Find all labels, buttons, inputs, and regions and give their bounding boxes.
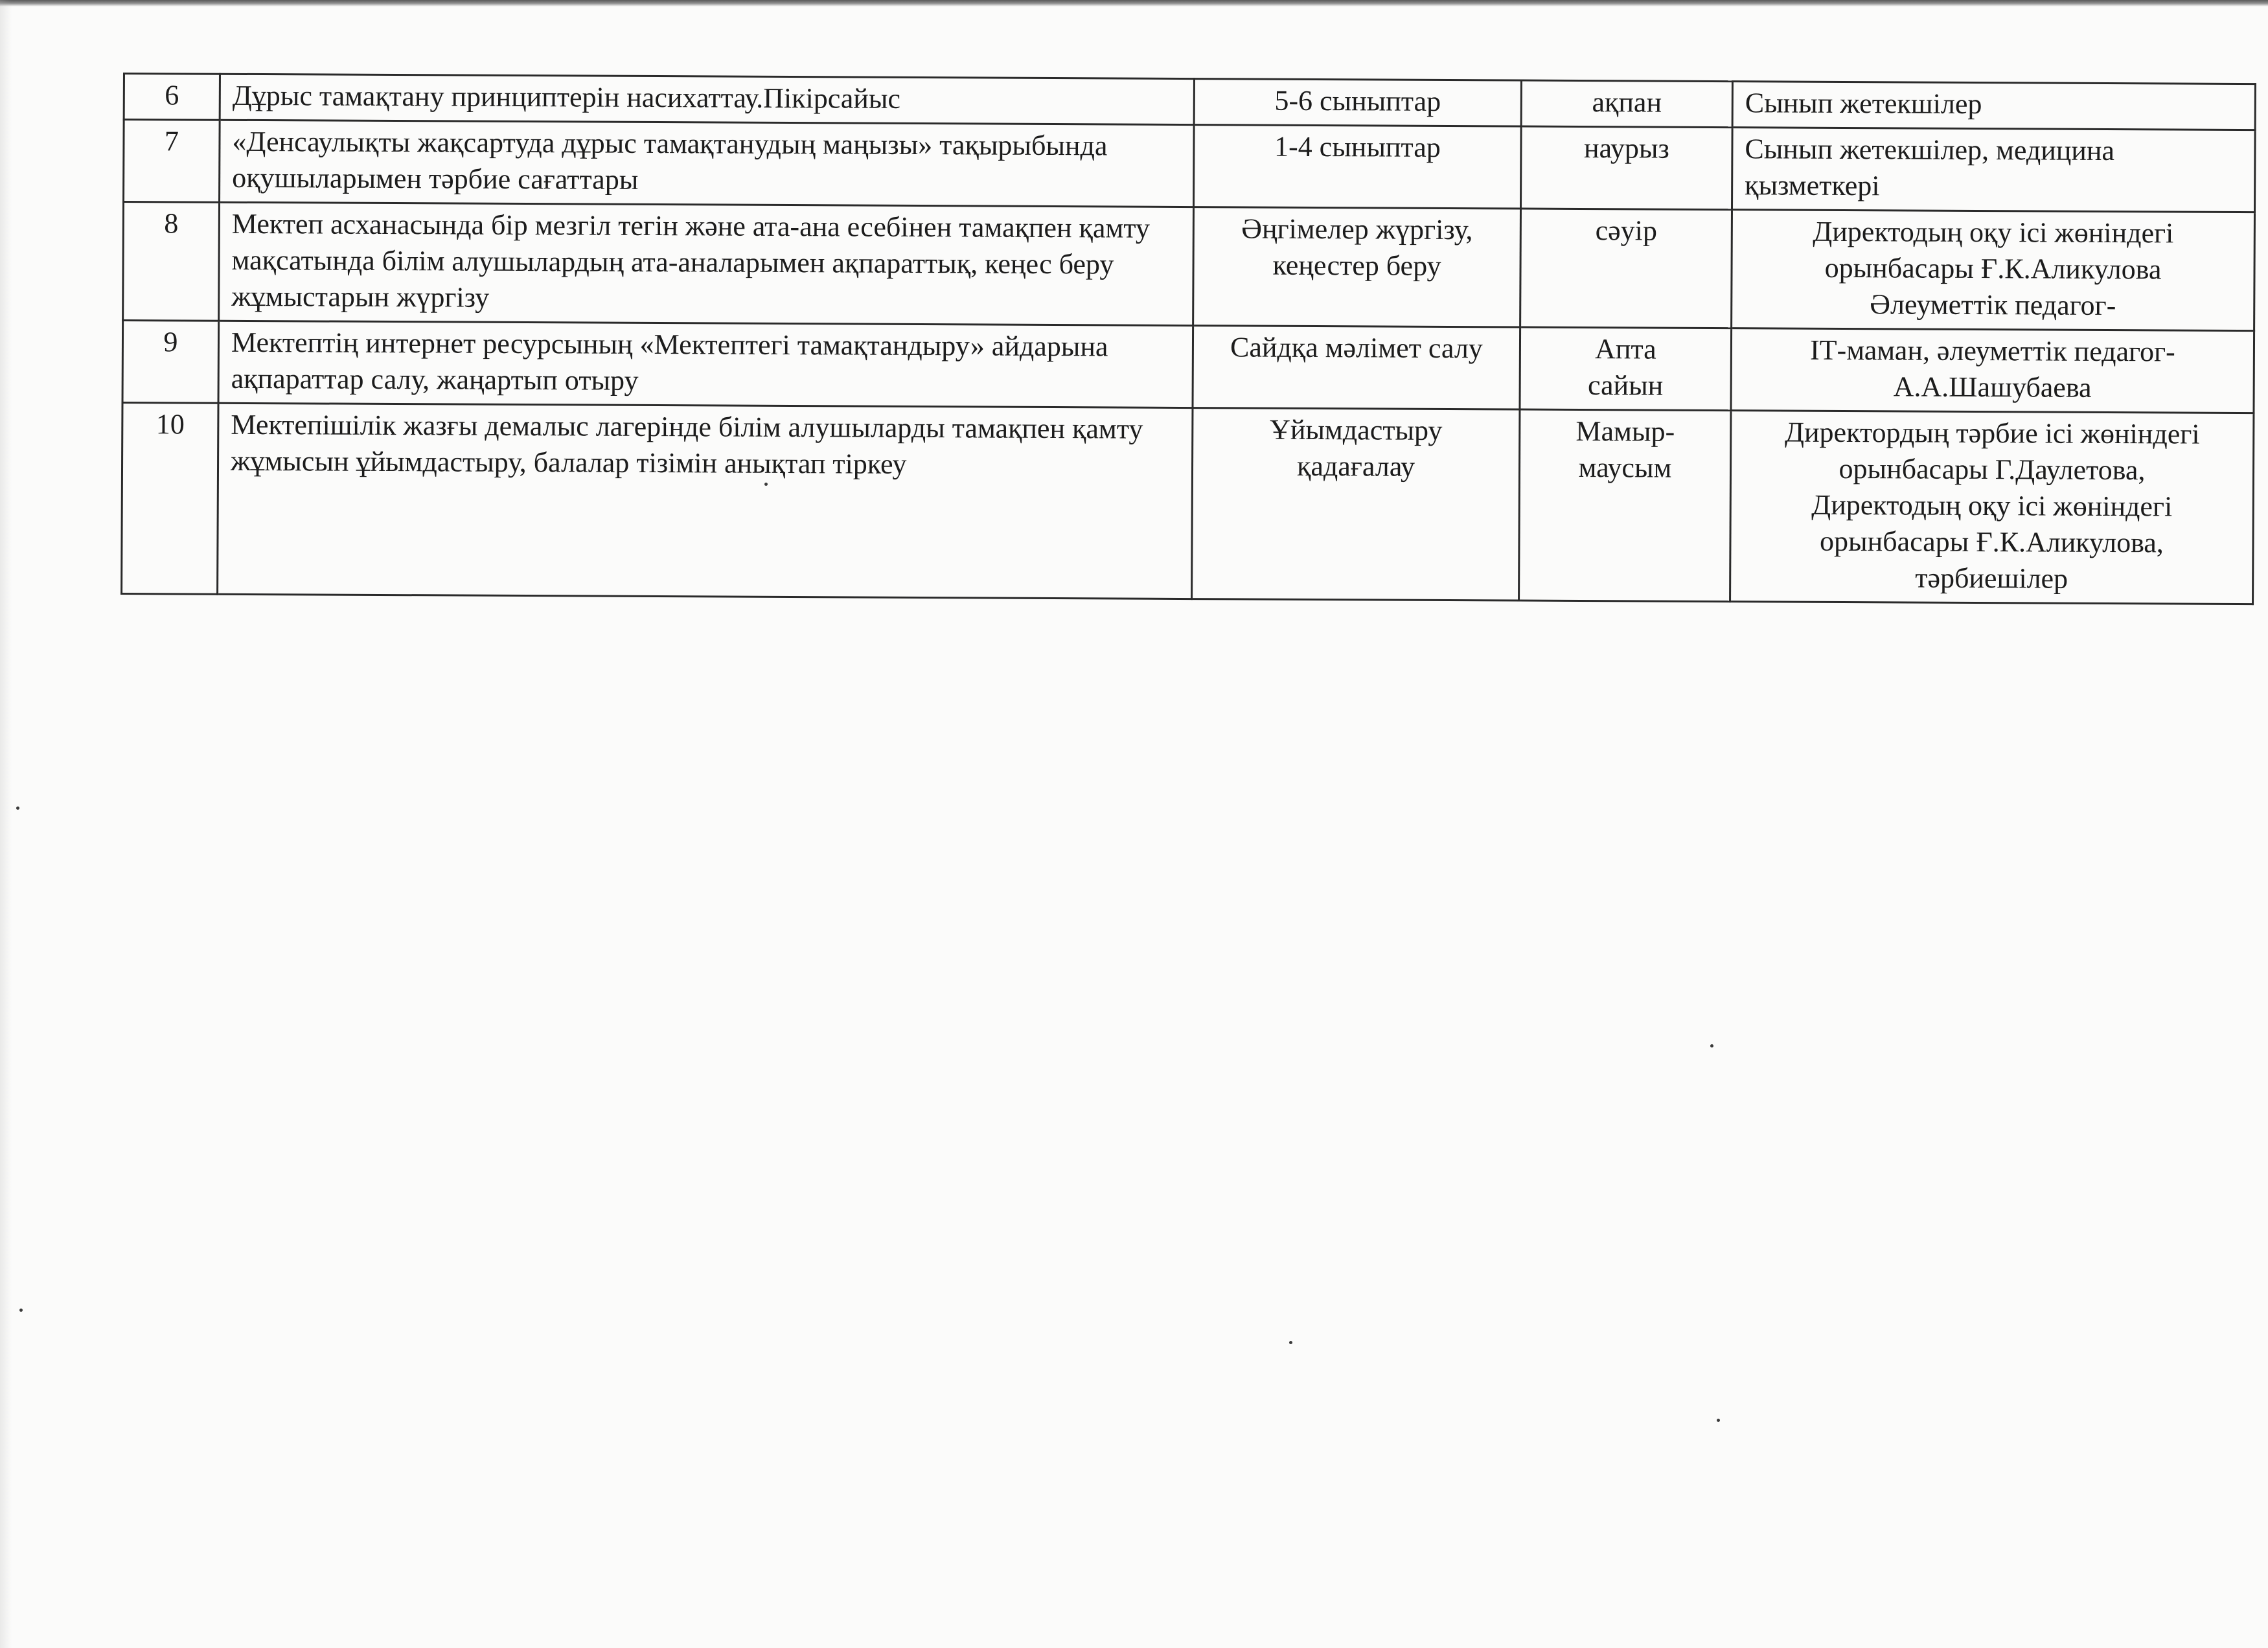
responsible-cell: Сынып жетекшілер	[1732, 82, 2255, 130]
deadline-cell: Апта сайын	[1520, 327, 1732, 411]
table-row	[122, 403, 2254, 604]
responsible-cell: Директордың тәрбие ісі жөніндегі орынбасары Г.Даулетова, Директодың оқу ісі жөніндегі орынбасары Ғ.К.Аликулова, тәрбиешілер	[1730, 411, 2254, 604]
event-cell: Дұрыс тамақтану принциптерін насихаттау.Пікірсайыс	[220, 74, 1194, 124]
participants-cell: Ұйымдастыру қадағалау	[1192, 408, 1520, 601]
table-row	[124, 120, 2256, 212]
row-number: 9	[122, 321, 219, 404]
row-number: 7	[124, 120, 220, 203]
row-number: 6	[124, 74, 220, 120]
scan-speck	[16, 807, 19, 810]
row-number: 8	[123, 202, 220, 321]
responsible-cell: ІТ-маман, әлеуметтік педагог- А.А.Шашубаева	[1731, 328, 2254, 413]
event-cell: «Денсаулықты жақсартуда дұрыс тамақтанудың маңызы» тақырыбында оқушыларымен тәрбие сағаттары	[220, 120, 1195, 207]
table-row	[123, 202, 2255, 331]
row-number: 10	[122, 403, 218, 595]
deadline-cell: ақпан	[1521, 80, 1732, 128]
participants-cell: Сайдқа мәлімет салу	[1193, 326, 1520, 409]
scan-speck	[1710, 1044, 1713, 1047]
participants-cell: 1-4 сыныптар	[1194, 125, 1522, 209]
scan-speck	[1289, 1341, 1292, 1344]
table-row	[122, 321, 2254, 413]
deadline-cell: наурыз	[1520, 126, 1732, 210]
scan-speck	[1717, 1419, 1720, 1422]
event-cell: Мектептің интернет ресурсының «Мектептегі тамақтандыру» айдарына ақпараттар салу, жаңартып отыру	[218, 321, 1193, 407]
scan-speck	[19, 1309, 23, 1312]
deadline-cell: Мамыр- маусым	[1519, 409, 1731, 602]
scan-top-edge	[0, 0, 2268, 6]
participants-cell: 5-6 сыныптар	[1194, 79, 1521, 126]
responsible-cell: Директодың оқу ісі жөніндегі орынбасары Ғ.К.Аликулова Әлеуметтік педагог-	[1732, 210, 2255, 331]
plan-table	[120, 73, 2256, 605]
deadline-cell: сәуір	[1520, 209, 1732, 328]
event-cell: Мектепішілік жазғы демалыс лагерінде білім алушыларды тамақпен қамту жұмысын ұйымдастыру, балалар тізімін анықтап тіркеу	[218, 403, 1193, 599]
responsible-cell: Сынып жетекшілер, медицина қызметкері	[1732, 128, 2255, 212]
scan-speck	[764, 483, 768, 486]
scan-left-edge	[0, 0, 12, 1648]
event-cell: Мектеп асханасында бір мезгіл тегін және ата-ана есебінен тамақпен қамту мақсатында білім алушылардың ата-аналарымен ақпараттық, кеңес беру жұмыстарын жүргізу	[219, 202, 1194, 325]
participants-cell: Әңгімелер жүргізу, кеңестер беру	[1193, 207, 1521, 327]
